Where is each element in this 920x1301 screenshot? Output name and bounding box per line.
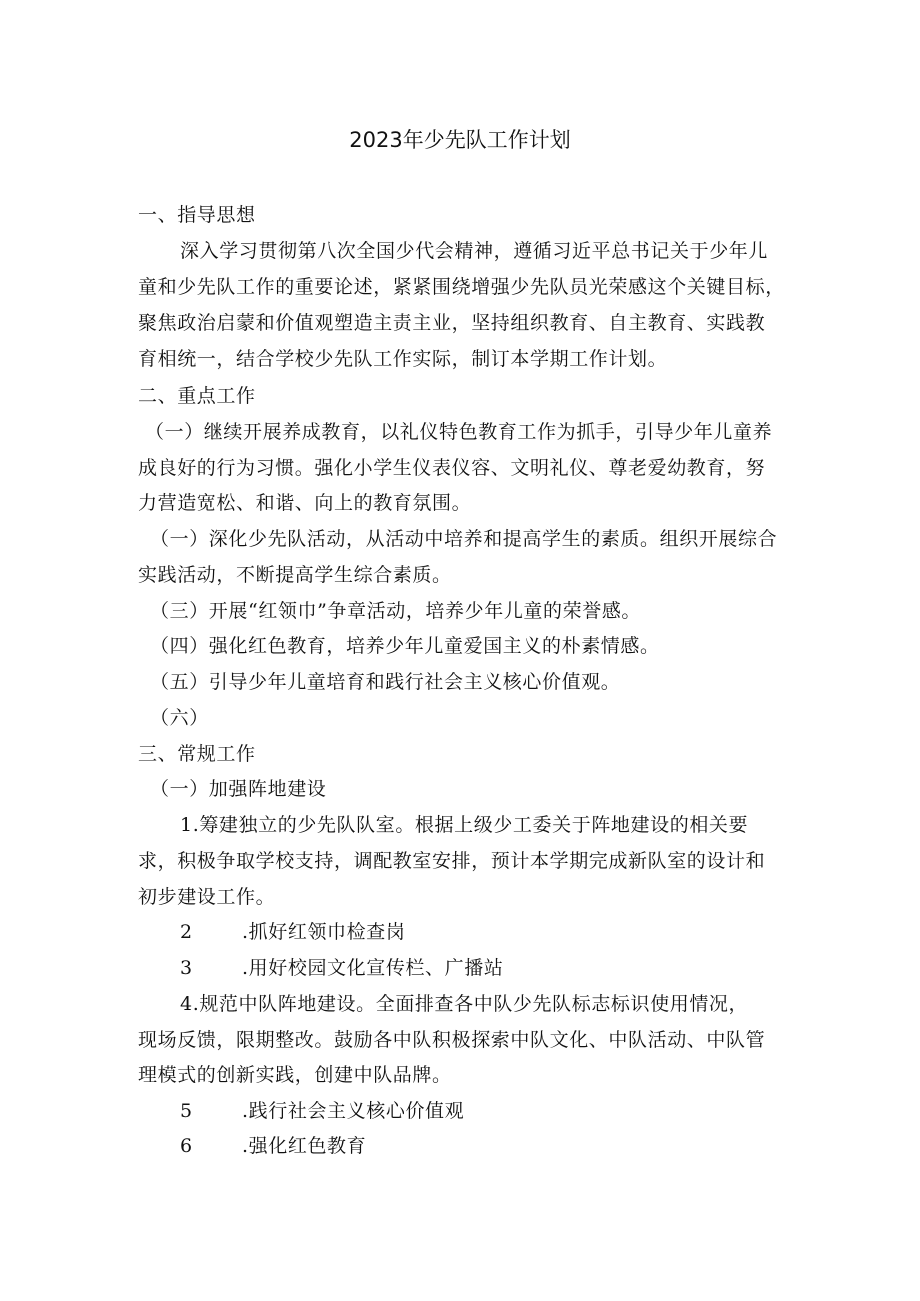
item-number: 2 <box>180 921 193 943</box>
numbered-item <box>180 920 405 944</box>
paragraph-line: 求，积极争取学校支持，调配教室安排，预计本学期完成新队室的设计和 <box>138 850 766 872</box>
list-item: （五）引导少年儿童培育和践行社会主义核心价值观。 <box>150 671 621 693</box>
paragraph-line: 成良好的行为习惯。强化小学生仪表仪容、文明礼仪、尊老爱幼教育，努 <box>138 457 766 479</box>
item-number: 6 <box>180 1135 193 1157</box>
section-heading-key-work: 二、重点工作 <box>138 385 256 407</box>
paragraph-line: 实践活动，不断提高学生综合素质。 <box>138 564 452 586</box>
item-number: 5 <box>180 1100 193 1122</box>
numbered-item <box>180 956 503 980</box>
paragraph-line: 聚焦政治启蒙和价值观塑造主责主业，坚持组织教育、自主教育、实践教 <box>138 312 766 334</box>
paragraph-line: 理模式的创新实践，创建中队品牌。 <box>138 1064 452 1086</box>
paragraph-line: （一）深化少先队活动，从活动中培养和提高学生的素质。组织开展综合 <box>150 528 778 550</box>
section-heading-guiding-ideology: 一、指导思想 <box>138 204 256 226</box>
item-text: .践行社会主义核心价值观 <box>242 1100 465 1122</box>
paragraph-line: （一）继续开展养成教育，以礼仪特色教育工作为抓手，引导少年儿童养 <box>145 421 773 443</box>
section-heading-routine-work: 三、常规工作 <box>138 743 256 765</box>
item-number: 3 <box>180 957 193 979</box>
list-item: （三）开展“红领巾”争章活动，培养少年儿童的荣誉感。 <box>150 600 642 622</box>
paragraph-line: 育相统一，结合学校少先队工作实际，制订本学期工作计划。 <box>138 348 668 370</box>
item-text: .用好校园文化宣传栏、广播站 <box>242 957 504 979</box>
list-item: （四）强化红色教育，培养少年儿童爱国主义的朴素情感。 <box>150 635 660 657</box>
numbered-item <box>180 1099 464 1123</box>
paragraph-line: 初步建设工作。 <box>138 886 276 908</box>
numbered-item <box>180 1134 366 1158</box>
paragraph-line: 1.筹建独立的少先队队室。根据上级少工委关于阵地建设的相关要 <box>180 814 749 836</box>
paragraph-line: 4.规范中队阵地建设。全面排查各中队少先队标志标识使用情况， <box>180 993 749 1015</box>
item-text: .强化红色教育 <box>242 1135 367 1157</box>
paragraph-line: 现场反馈，限期整改。鼓励各中队积极探索中队文化、中队活动、中队管 <box>138 1029 766 1051</box>
subsection-heading: （一）加强阵地建设 <box>150 778 327 800</box>
paragraph-line: 深入学习贯彻第八次全国少代会精神，遵循习近平总书记关于少年儿 <box>180 240 769 262</box>
paragraph-line: 力营造宽松、和谐、向上的教育氛围。 <box>138 492 472 514</box>
item-text: .抓好红领巾检查岗 <box>242 921 406 943</box>
paragraph-line: 童和少先队工作的重要论述，紧紧围绕增强少先队员光荣感这个关键目标， <box>138 276 785 298</box>
page-title: 2023年少先队工作计划 <box>349 128 571 152</box>
list-item: （六） <box>150 707 209 729</box>
